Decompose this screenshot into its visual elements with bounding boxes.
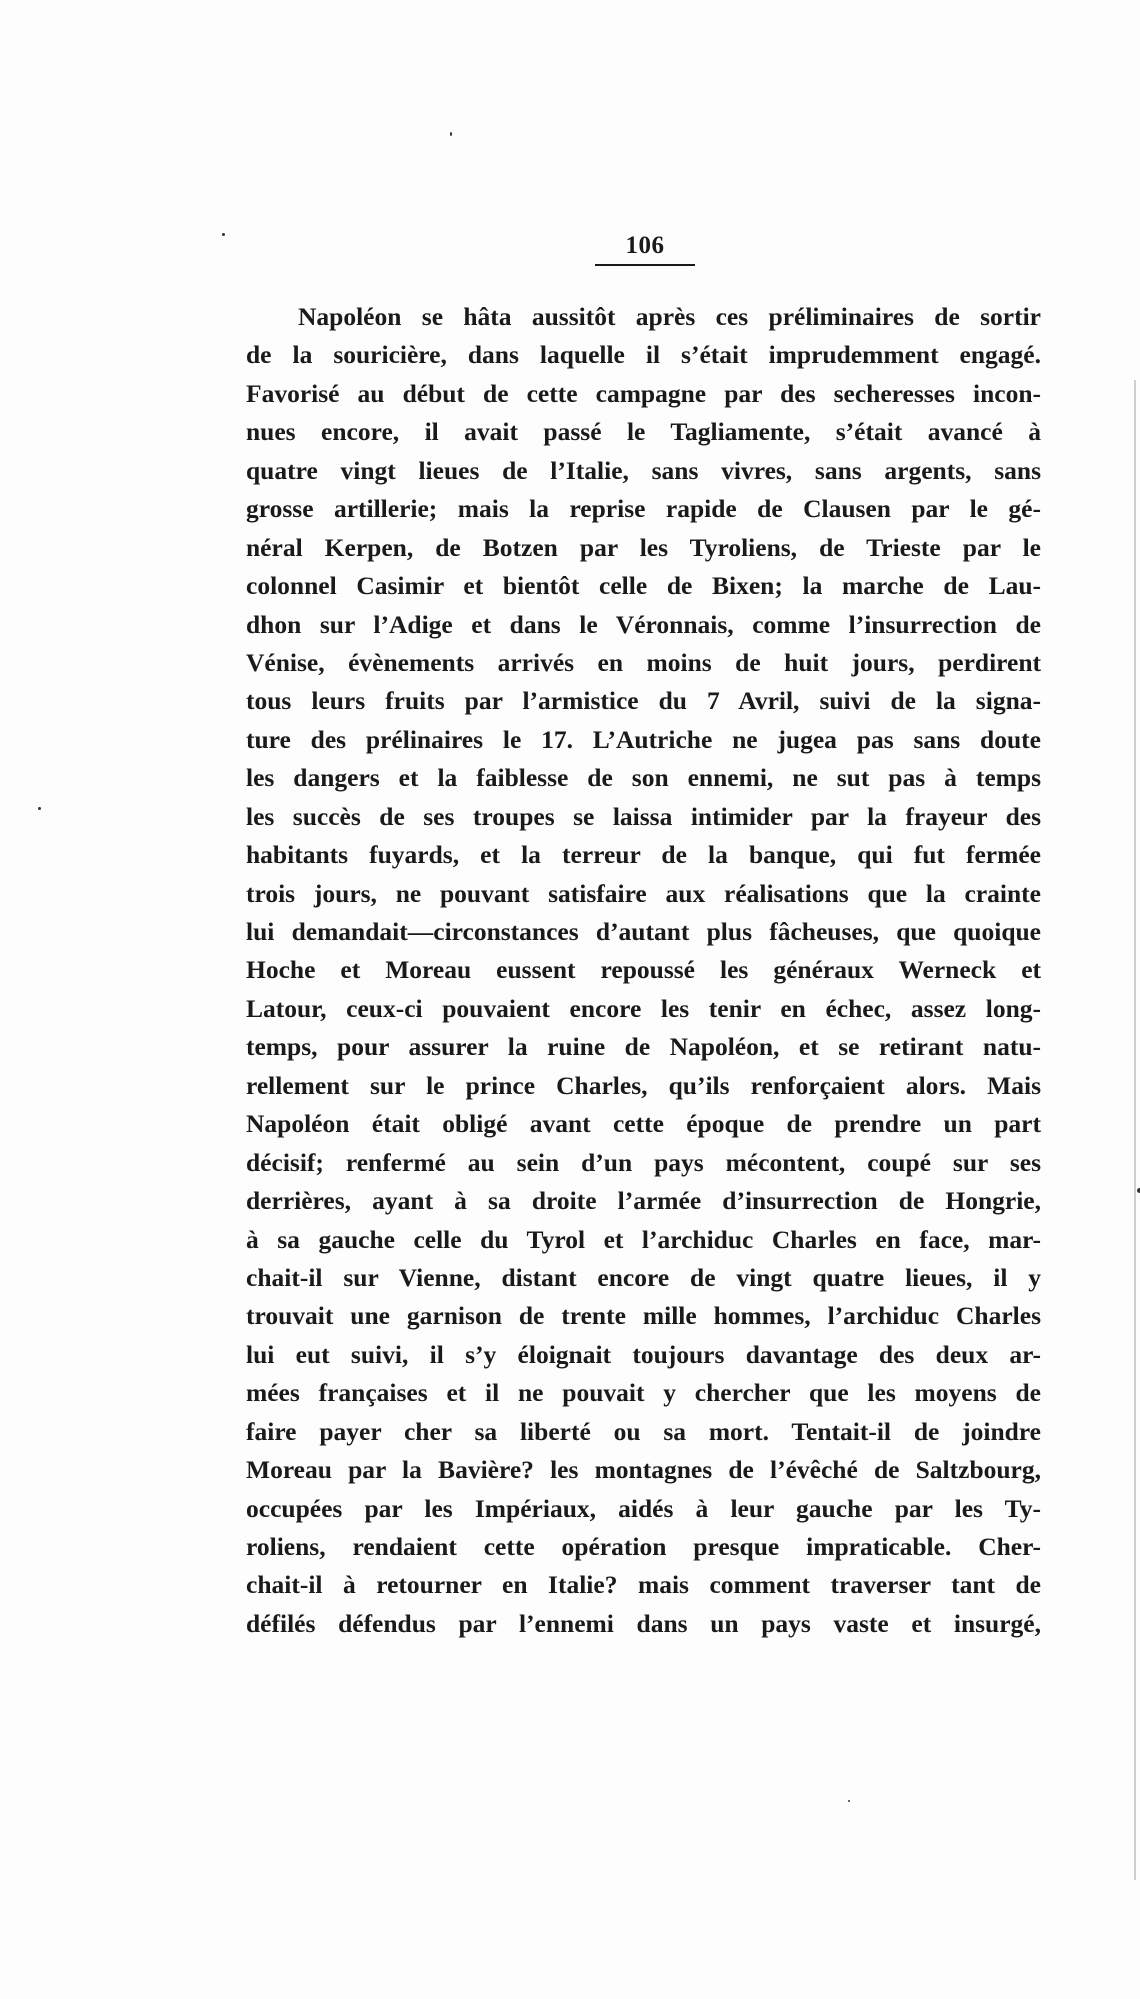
text-line: lui demandait—circonstances d’autant plus fâcheuses, que quoique: [246, 917, 1041, 946]
scan-speck: [38, 807, 41, 810]
text-line: rellement sur le prince Charles, qu’ils renforçaient alors. Mais: [246, 1070, 1041, 1100]
text-line: de la souricière, dans laquelle il s’était imprudemment engagé.: [246, 340, 1041, 370]
text-line: derrières, ayant à sa droite l’armée d’insurrection de Hongrie,: [246, 1186, 1041, 1216]
text-line: tous leurs fruits par l’armistice du 7 Avril, suivi de la signa-: [246, 686, 1041, 716]
text-line: les dangers et la faiblesse de son ennemi, ne sut pas à temps: [246, 763, 1041, 793]
text-line: Favorisé au début de cette campagne par des secheresses incon-: [246, 378, 1041, 408]
text-line: grosse artillerie; mais la reprise rapide de Clausen par le gé-: [246, 494, 1041, 524]
text-line: trouvait une garnison de trente mille hommes, l’archiduc Charles: [246, 1301, 1041, 1331]
text-line: lui eut suivi, il s’y éloignait toujours davantage des deux ar-: [246, 1339, 1041, 1369]
text-line: occupées par les Impériaux, aidés à leur gauche par les Ty-: [246, 1493, 1041, 1523]
text-line: temps, pour assurer la ruine de Napoléon, et se retirant natu-: [246, 1032, 1041, 1062]
text-line: faire payer cher sa liberté ou sa mort. Tentait-il de joindre: [246, 1416, 1041, 1446]
text-line: décisif; renfermé au sein d’un pays mécontent, coupé sur ses: [246, 1147, 1041, 1177]
text-line: colonnel Casimir et bientôt celle de Bixen; la marche de Lau-: [246, 571, 1041, 601]
text-line: les succès de ses troupes se laissa intimider par la frayeur des: [246, 801, 1041, 831]
text-line: chait-il sur Vienne, distant encore de vingt quatre lieues, il y: [246, 1262, 1041, 1292]
text-line: roliens, rendaient cette opération presque impraticable. Cher-: [246, 1532, 1041, 1561]
text-line: défilés défendus par l’ennemi dans un pays vaste et insurgé,: [246, 1608, 1041, 1638]
text-line: Vénise, évènements arrivés en moins de huit jours, perdirent: [246, 647, 1041, 677]
text-line: chait-il à retourner en Italie? mais comment traverser tant de: [246, 1570, 1041, 1600]
text-line: ture des prélinaires le 17. L’Autriche ne jugea pas sans doute: [246, 724, 1041, 754]
text-line: Hoche et Moreau eussent repoussé les généraux Werneck et: [246, 955, 1041, 985]
page-edge-shadow: [1134, 380, 1136, 1880]
scan-speck: [450, 132, 452, 136]
text-line: Moreau par la Bavière? les montagnes de l’évêché de Saltzbourg,: [246, 1455, 1041, 1485]
text-line: Napoléon se hâta aussitôt après ces préliminaires de sortir: [298, 302, 1041, 331]
text-line: habitants fuyards, et la terreur de la banque, qui fut fermée: [246, 840, 1041, 870]
text-line: trois jours, ne pouvant satisfaire aux réalisations que la crainte: [246, 878, 1041, 908]
body-paragraph: [246, 298, 1041, 1643]
text-line: Napoléon était obligé avant cette époque de prendre un part: [246, 1109, 1041, 1139]
text-line: mées françaises et il ne pouvait y chercher que les moyens de: [246, 1378, 1041, 1408]
text-line: Latour, ceux-ci pouvaient encore les tenir en échec, assez long-: [246, 993, 1041, 1023]
text-line: quatre vingt lieues de l’Italie, sans vivres, sans argents, sans: [246, 455, 1041, 485]
scan-speck: [848, 1800, 850, 1802]
text-line: dhon sur l’Adige et dans le Véronnais, comme l’insurrection de: [246, 609, 1041, 639]
text-line: nues encore, il avait passé le Tagliamente, s’était avancé à: [246, 417, 1041, 447]
page-number: 106: [595, 232, 695, 266]
scan-speck: [222, 233, 225, 236]
text-line: néral Kerpen, de Botzen par les Tyroliens, de Trieste par le: [246, 532, 1041, 562]
text-line: à sa gauche celle du Tyrol et l’archiduc Charles en face, mar-: [246, 1224, 1041, 1254]
